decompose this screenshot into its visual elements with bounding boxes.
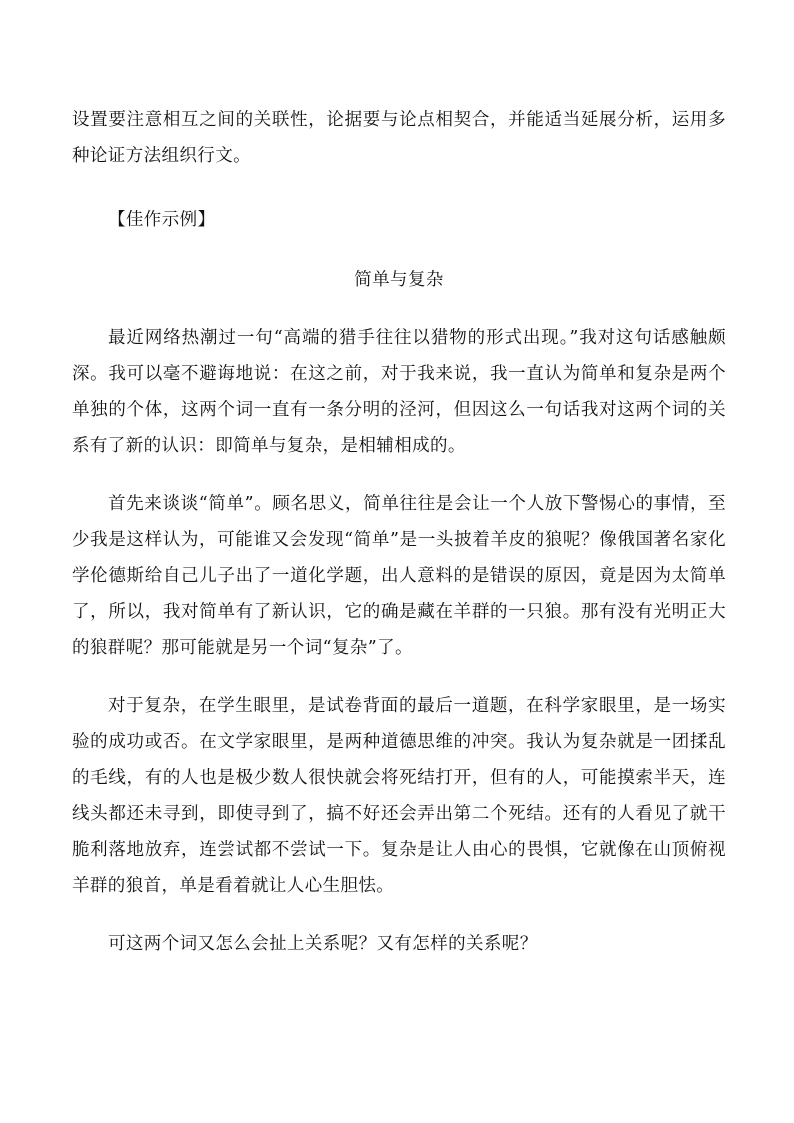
- essay-paragraph-4: 可这两个词又怎么会扯上关系呢？又有怎样的关系呢？: [108, 934, 538, 954]
- document-body: [72, 102, 726, 962]
- essay-paragraph-1: 最近网络热潮过一句“高端的猎手往往以猎物的形式出现。”我对这句话感触颇深。我可以毫不避诲地说：在这之前，对于我来说，我一直认为简单和复杂是两个单独的个体，这两个词一直有一条分明的泾河，但因这么一句话我对这两个词的关系有了新的认识：即简单与复杂，是相辅相成的。: [72, 328, 726, 456]
- essay-title: 简单与复杂: [354, 270, 444, 290]
- intro-paragraph: 设置要注意相互之间的关联性，论据要与论点相契合，并能适当延展分析，运用多种论证方法组织行文。: [72, 110, 726, 166]
- section-heading: 【佳作示例】: [108, 210, 216, 230]
- essay-paragraph-3: 对于复杂，在学生眼里，是试卷背面的最后一道题，在科学家眼里，是一场实验的成功或否。在文学家眼里，是两种道德思维的冲突。我认为复杂就是一团揉乱的毛线，有的人也是极少数人很快就会将死结打开，但有的人，可能摸索半天，连线头都还未寻到，即使寻到了，搞不好还会弄出第二个死结。还有的人看见了就干脆利落地放弃，连尝试都不尝试一下。复杂是让人由心的畏惧，它就像在山顶俯视羊群的狼首，单是看着就让人心生胆怯。: [72, 696, 726, 896]
- essay-paragraph-2: 首先来谈谈“简单”。顾名思义，简单往往是会让一个人放下警惕心的事情，至少我是这样认为，可能谁又会发现“简单”是一头披着羊皮的狼呢？像俄国著名家化学伦德斯给自己儿子出了一道化学题，出人意料的是错误的原因，竟是因为太简单了，所以，我对简单有了新认识，它的确是藏在羊群的一只狼。那有没有光明正大的狼群呢？那可能就是另一个词“复杂”了。: [72, 494, 726, 658]
